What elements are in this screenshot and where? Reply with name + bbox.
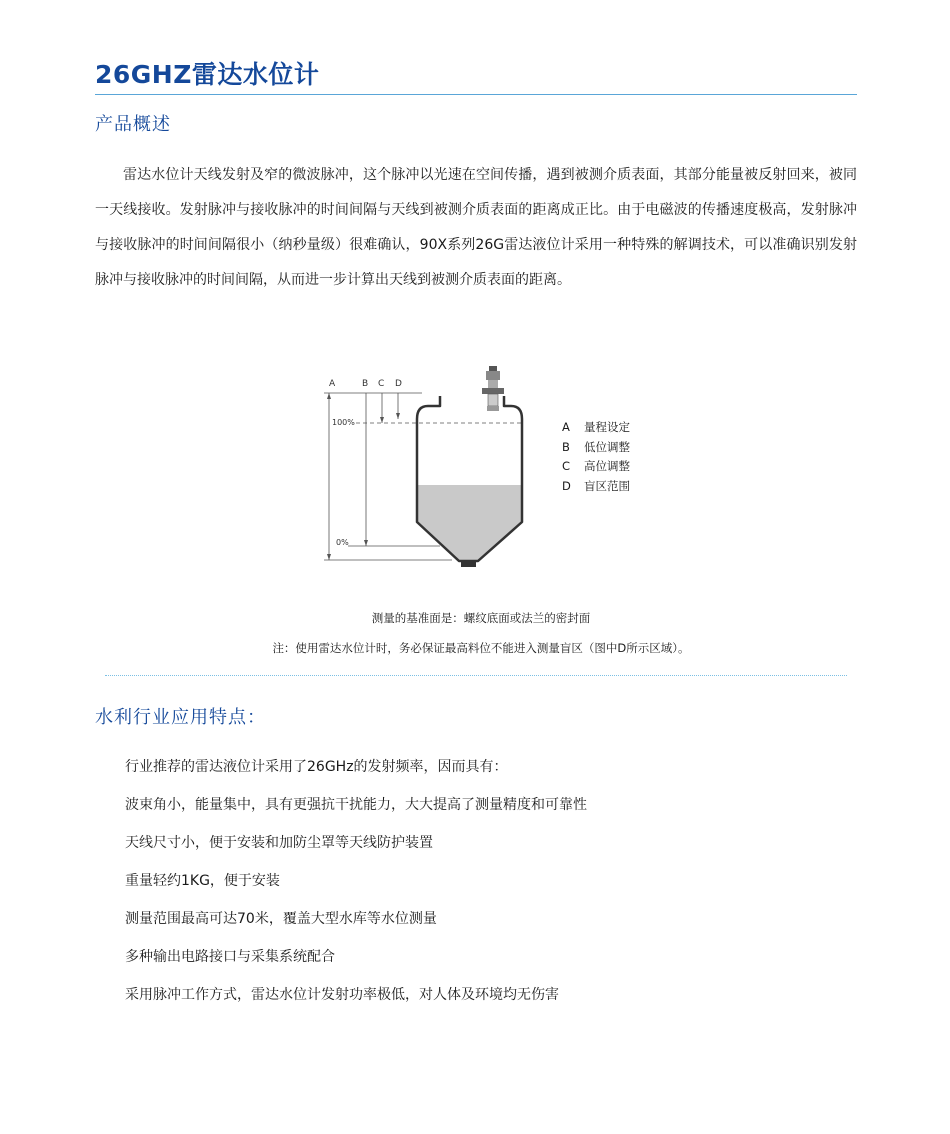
legend-key-a: A	[562, 420, 570, 434]
page-title: 26GHZ雷达水位计	[95, 60, 320, 89]
legend-label-a: 量程设定	[584, 420, 630, 434]
letter-a: A	[329, 379, 336, 389]
list-item: 多种输出电路接口与采集系统配合	[125, 949, 335, 965]
radar-tank-diagram	[322, 364, 652, 579]
features-list	[125, 756, 587, 1022]
letter-c: C	[378, 379, 385, 389]
legend-label-b: 低位调整	[584, 440, 630, 454]
legend-key-b: B	[562, 440, 570, 454]
section-heading-features: 水利行业应用特点：	[95, 707, 266, 728]
intro-paragraph: 雷达水位计天线发射及窄的微波脉冲，这个脉冲以光速在空间传播，遇到被测介质表面，其部分能量被反射回来，被同一天线接收。发射脉冲与接收脉冲的时间间隔与天线到被测介质表面的距离成正比。由于电磁波的传播速度极高，发射脉冲与接收脉冲的时间间隔很小（纳秒量级）很难确认，90X系列26G雷达液位计采用一种特殊的解调技术，可以准确识别发射脉冲与接收脉冲的时间间隔，从而进一步计算出天线到被测介质表面的距离。	[95, 167, 857, 288]
list-item: 采用脉冲工作方式，雷达水位计发射功率极低，对人体及环境均无伤害	[125, 987, 559, 1003]
title-divider	[95, 94, 857, 95]
section-heading-overview: 产品概述	[95, 114, 171, 135]
letter-b: B	[362, 379, 369, 389]
radar-sensor-icon	[482, 366, 504, 411]
legend-key-c: C	[562, 459, 571, 473]
label-0-percent: 0%	[336, 538, 349, 547]
legend-label-c: 高位调整	[584, 459, 630, 473]
legend-label-d: 盲区范围	[584, 479, 630, 493]
list-item: 测量范围最高可达70米，覆盖大型水库等水位测量	[125, 911, 437, 927]
list-item: 波束角小，能量集中，具有更强抗干扰能力，大大提高了测量精度和可靠性	[125, 797, 587, 813]
list-item: 重量轻约1KG，便于安装	[125, 873, 280, 889]
label-100-percent: 100%	[332, 418, 355, 427]
list-item: 行业推荐的雷达液位计采用了26GHz的发射频率，因而具有：	[125, 759, 508, 775]
legend-key-d: D	[562, 479, 571, 493]
section-divider	[105, 675, 847, 676]
diagram-legend	[562, 420, 630, 493]
list-item: 天线尺寸小，便于安装和加防尘罩等天线防护装置	[125, 835, 433, 851]
diagram-note: 注：使用雷达水位计时，务必保证最高料位不能进入测量盲区（图中D所示区域）。	[272, 641, 690, 655]
diagram-caption: 测量的基准面是：螺纹底面或法兰的密封面	[371, 611, 591, 625]
letter-d: D	[395, 379, 402, 389]
